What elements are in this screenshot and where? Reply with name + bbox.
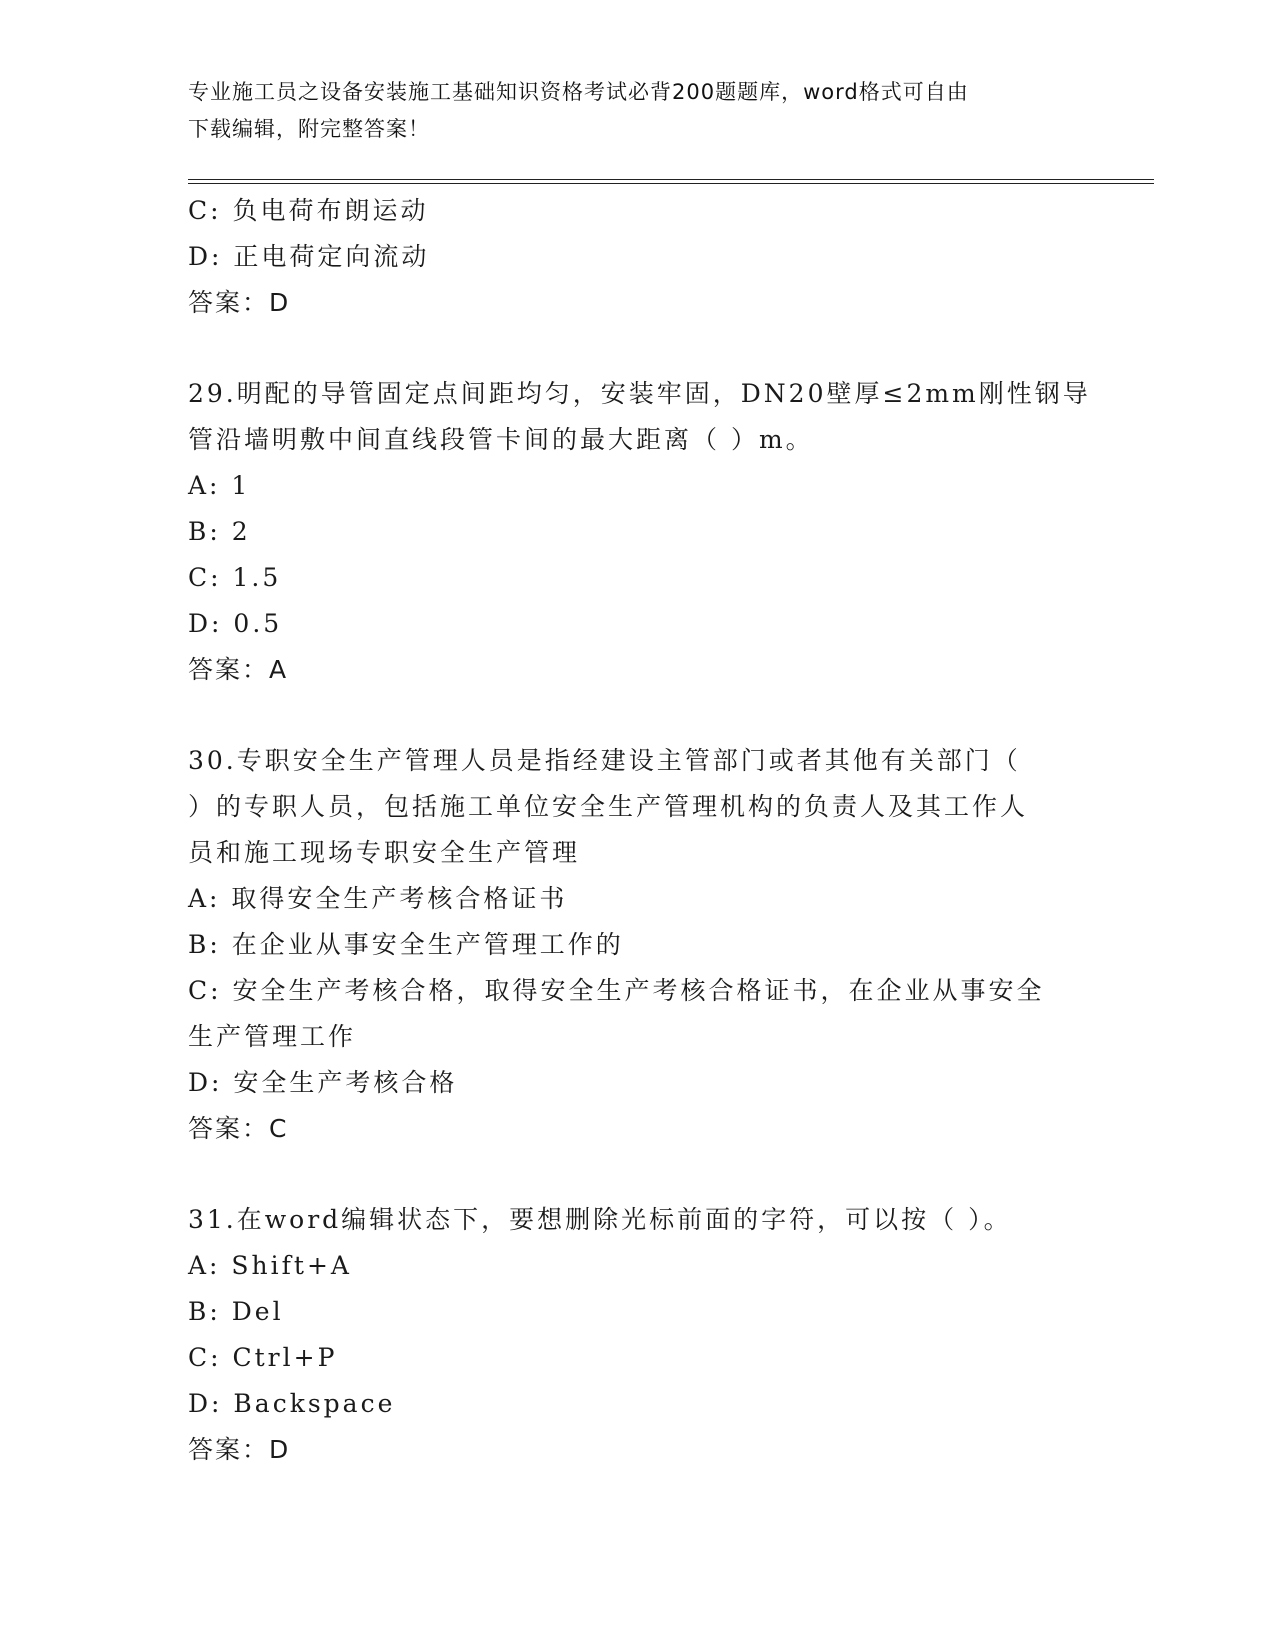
answer: 答案：D <box>188 1435 291 1464</box>
question-stem-line: 31.在word编辑状态下，要想删除光标前面的字符，可以按（ ）。 <box>188 1205 1012 1234</box>
option-d: D: 0.5 <box>188 609 283 638</box>
option-b: B: 在企业从事安全生产管理工作的 <box>188 930 624 959</box>
spacer <box>188 693 1088 738</box>
option-d: D: 正电荷定向流动 <box>188 242 430 271</box>
option-c: C: Ctrl+P <box>188 1343 338 1372</box>
question-stem-line: 30.专职安全生产管理人员是指经建设主管部门或者其他有关部门（ <box>188 746 1021 775</box>
option-a: A: 取得安全生产考核合格证书 <box>188 884 568 913</box>
option-a: A: Shift+A <box>188 1251 352 1280</box>
question-31 <box>188 1197 1088 1473</box>
option-d: D: Backspace <box>188 1389 396 1418</box>
answer: 答案：A <box>188 655 289 684</box>
option-c-line: 生产管理工作 <box>188 1022 357 1051</box>
question-29 <box>188 371 1091 693</box>
question-stem-line: 管沿墙明敷中间直线段管卡间的最大距离（ ）m。 <box>188 425 814 454</box>
answer: 答案：D <box>188 288 291 317</box>
option-a: A: 1 <box>188 471 251 500</box>
header-title-line-1: 专业施工员之设备安装施工基础知识资格考试必背200题题库，word格式可自由 <box>188 80 969 104</box>
header-double-rule <box>188 179 1154 184</box>
option-b: B: Del <box>188 1297 284 1326</box>
question-stem-line: 员和施工现场专职安全生产管理 <box>188 838 581 867</box>
option-c: C: 负电荷布朗运动 <box>188 196 429 225</box>
answer: 答案：C <box>188 1114 289 1143</box>
option-b: B: 2 <box>188 517 251 546</box>
question-list <box>188 188 1091 1473</box>
document-header <box>188 74 1088 148</box>
question-30 <box>188 738 1088 1152</box>
header-title-line-2: 下载编辑，附完整答案！ <box>188 117 430 141</box>
spacer <box>188 326 1088 371</box>
option-c: C: 1.5 <box>188 563 282 592</box>
question-28-tail <box>188 188 1088 326</box>
question-stem-line: ）的专职人员，包括施工单位安全生产管理机构的负责人及其工作人 <box>188 792 1029 821</box>
question-stem-line: 29.明配的导管固定点间距均匀，安装牢固，DN20壁厚≤2mm刚性钢导 <box>188 379 1091 408</box>
option-c-line: C: 安全生产考核合格，取得安全生产考核合格证书，在企业从事安全 <box>188 976 1045 1005</box>
option-d: D: 安全生产考核合格 <box>188 1068 458 1097</box>
spacer <box>188 1152 1088 1197</box>
